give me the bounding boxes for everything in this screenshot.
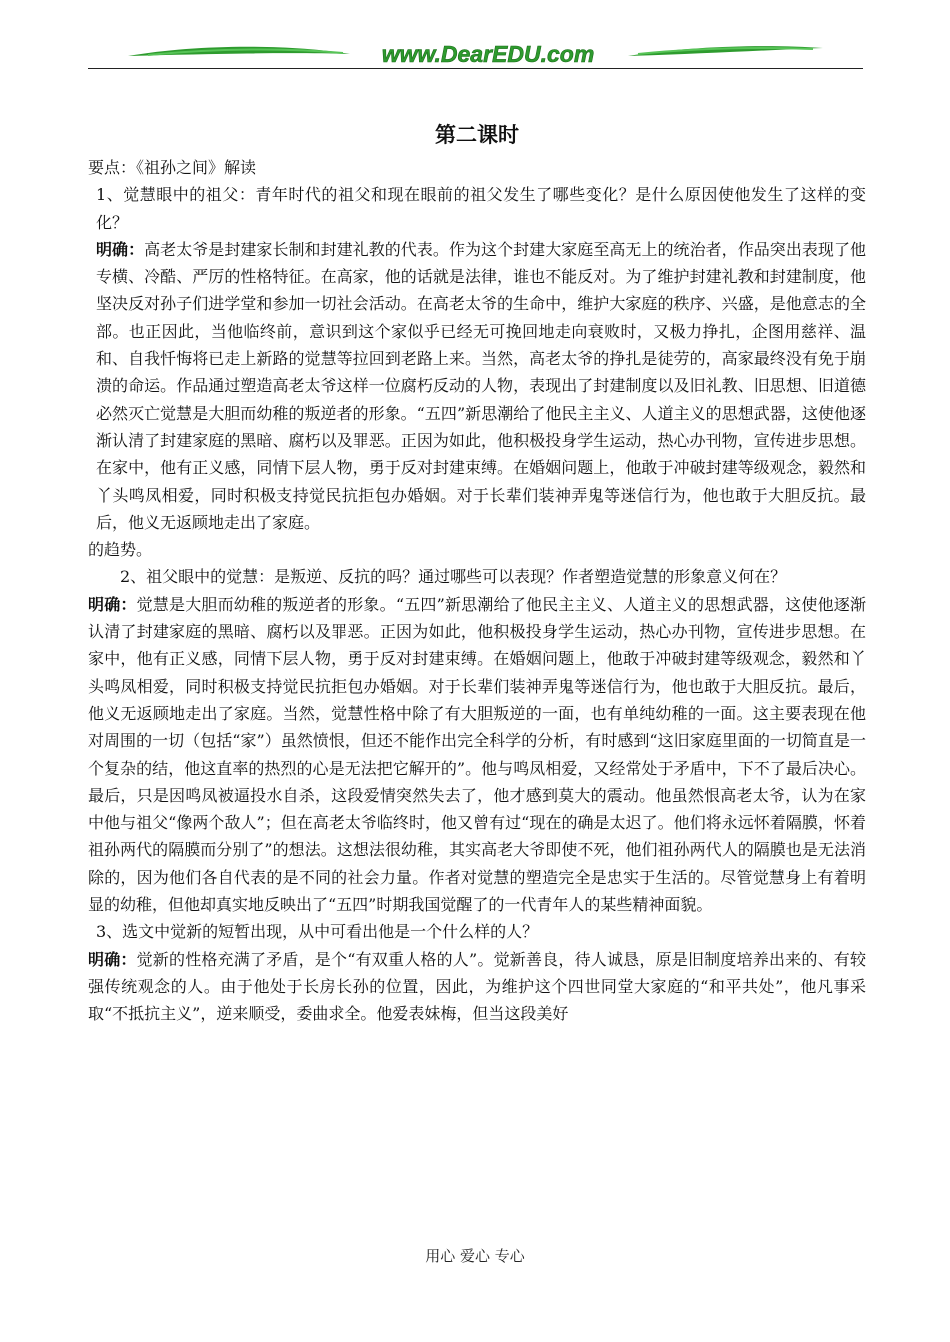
answer-1-label: 明确： <box>96 239 145 259</box>
answer-1-text: 高老太爷是封建家长制和封建礼教的代表。作为这个封建大家庭至高无上的统治者，作品突出表现了他专横、冷酷、严厉的性格特征。在高家，他的话就是法律，谁也不能反对。为了维护封建礼教和封建制度，他坚决反对孙子们进学堂和参加一切社会活动。在高老太爷的生命中，维护大家庭的秩序、兴盛，是他意志的全部。也正因此，当他临终前，意识到这个家似乎已经无可挽回地走向衰败时，又极力挣扎，企图用慈祥、温和、自我忏悔将已走上新路的觉慧等拉回到老路上来。当然，高老太爷的挣扎是徒劳的，高家最终没有免于崩溃的命运。作品通过塑造高老太爷这样一位腐朽反动的人物，表现出了封建制度以及旧礼教、旧思想、旧道德必然灭亡觉慧是大胆而幼稚的叛逆者的形象。“五四”新思潮给了他民主主义、人道主义的思想武器，这使他逐渐认清了封建家庭的黑暗、腐朽以及罪恶。正因为如此，他积极投身学生运动，热心办刊物，宣传进步思想。在家中，他有正义感，同情下层人物，勇于反对封建束缚。在婚姻问题上，他敢于冲破封建等级观念，毅然和丫头鸣凤相爱，同时积极支持觉民抗拒包办婚姻。对于长辈们装神弄鬼等迷信行为，他也敢于大胆反抗。最后，他义无返顾地走出了家庭。 <box>96 239 866 532</box>
question-2: 2、祖父眼中的觉慧：是叛逆、反抗的吗？通过哪些可以表现？作者塑造觉慧的形象意义何在？ <box>120 567 787 587</box>
site-header-logo <box>88 38 863 72</box>
header-divider <box>88 68 863 69</box>
question-1: 1、觉慧眼中的祖父：青年时代的祖父和现在眼前的祖父发生了哪些变化？是什么原因使他发生了这样的变化？ <box>96 185 866 232</box>
answer-2-text: 觉慧是大胆而幼稚的叛逆者的形象。“五四”新思潮给了他民主主义、人道主义的思想武器，这使他逐渐认清了封建家庭的黑暗、腐朽以及罪恶。正因为如此，他积极投身学生运动，热心办刊物，宣传进步思想。在家中，他有正义感，同情下层人物，勇于反对封建束缚。在婚姻问题上，他敢于冲破封建等级观念，毅然和丫头鸣凤相爱，同时积极支持觉民抗拒包办婚姻。对于长辈们装神弄鬼等迷信行为，他也敢于大胆反抗。最后，他义无返顾地走出了家庭。当然，觉慧性格中除了有大胆叛逆的一面，也有单纯幼稚的一面。这主要表现在他对周围的一切（包括“家”）虽然愤恨，但还不能作出完全科学的分析，有时感到“这旧家庭里面的一切简直是一个复杂的结，他这直率的热烈的心是无法把它解开的”。他与鸣凤相爱，又经常处于矛盾中，下不了最后决心。最后，只是因鸣凤被逼投水自杀，这段爱情突然失去了，他才感到莫大的震动。他虽然恨高老太爷，认为在家中他与祖父“像两个敌人”；但在高老太爷临终时，他又曾有过“现在的确是太迟了。他们将永远怀着隔膜，怀着祖孙两代的隔膜而分别了”的想法。这想法很幼稚，其实高老大爷即使不死，他们祖孙两代人的隔膜也是无法消除的，因为他们各自代表的是不同的社会力量。作者对觉慧的塑造完全是忠实于生活的。尽管觉慧身上有着明显的幼稚，但他却真实地反映出了“五四”时期我国觉醒了的一代青年人的某些精神面貌。 <box>88 594 866 915</box>
answer-2 <box>88 591 866 919</box>
answer-3-text: 觉新的性格充满了矛盾，是个“有双重人格的人”。觉新善良，待人诚恳，原是旧制度培养出来的、有较强传统观念的人。由于他处于长房长孙的位置，因此，为维护这个四世同堂大家庭的“和平共处”，他凡事采取“不抵抗主义”，逆来顺受，委曲求全。他爱表妹梅，但当这段美好 <box>88 949 866 1024</box>
page-footer: 用心 爱心 专心 <box>425 1247 525 1265</box>
answer-3 <box>88 946 866 1028</box>
document-body <box>88 120 866 1028</box>
answer-2-label: 明确： <box>88 594 137 614</box>
page-title: 第二课时 <box>435 122 519 147</box>
answer-1 <box>88 236 866 536</box>
answer-3-label: 明确： <box>88 949 137 969</box>
key-point: 要点：《祖孙之间》解读 <box>88 158 257 177</box>
logo-text: www.DearEDU.com <box>381 41 595 67</box>
question-3: 3、选文中觉新的短暂出现，从中可看出他是一个什么样的人？ <box>96 922 539 942</box>
dearedu-logo-banner <box>88 38 863 72</box>
answer-1-tail: 的趋势。 <box>88 540 153 560</box>
